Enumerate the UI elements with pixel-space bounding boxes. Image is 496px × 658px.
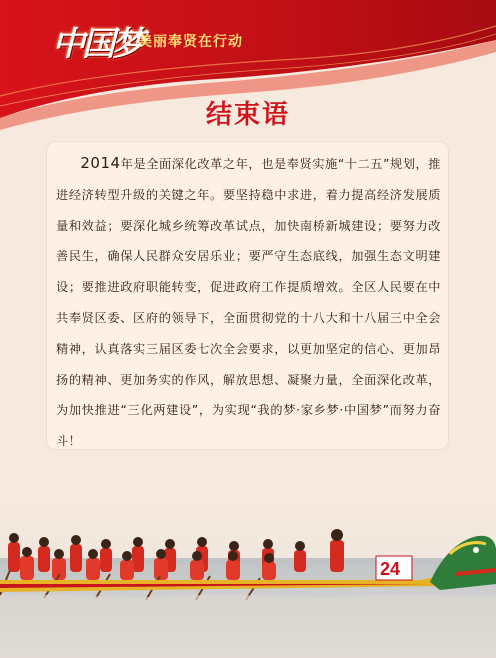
- boat-number: 24: [380, 559, 401, 579]
- page-title: 结束语: [205, 100, 290, 130]
- body-paragraph: [56, 148, 441, 457]
- body-text: 年是全面深化改革之年，也是奉贤实施“十二五”规划，推进经济转型升级的关键之年。要坚持稳中求进，着力提高经济发展质量和效益；要深化城乡统筹改革试点，加快南桥新城建设；要努力改善民生，确保人民群众安居乐业；要严守生态底线，加强生态文明建设；要推进政府职能转变，促进政府工作提质增效。全区人民要在中共奉贤区委、区府的领导下，全面贯彻党的十八大和十八届三中全会精神，认真落实三届区委七次全会要求，以更加坚定的信心、更加昂扬的精神、更加务实的作风，解放思想、凝聚力量，全面深化改革，为加快推进“三化两建设”，为实现“我的梦·家乡梦·中国梦”而努力奋斗！: [56, 157, 441, 449]
- dragon-boat-illustration: [0, 500, 496, 658]
- logo-chinese-dream: 中国梦: [52, 24, 142, 63]
- body-lead-year: 2014: [80, 154, 121, 172]
- header-slogan: 美丽奉贤在行动: [138, 34, 243, 50]
- dragon-boat-photo: [0, 500, 496, 658]
